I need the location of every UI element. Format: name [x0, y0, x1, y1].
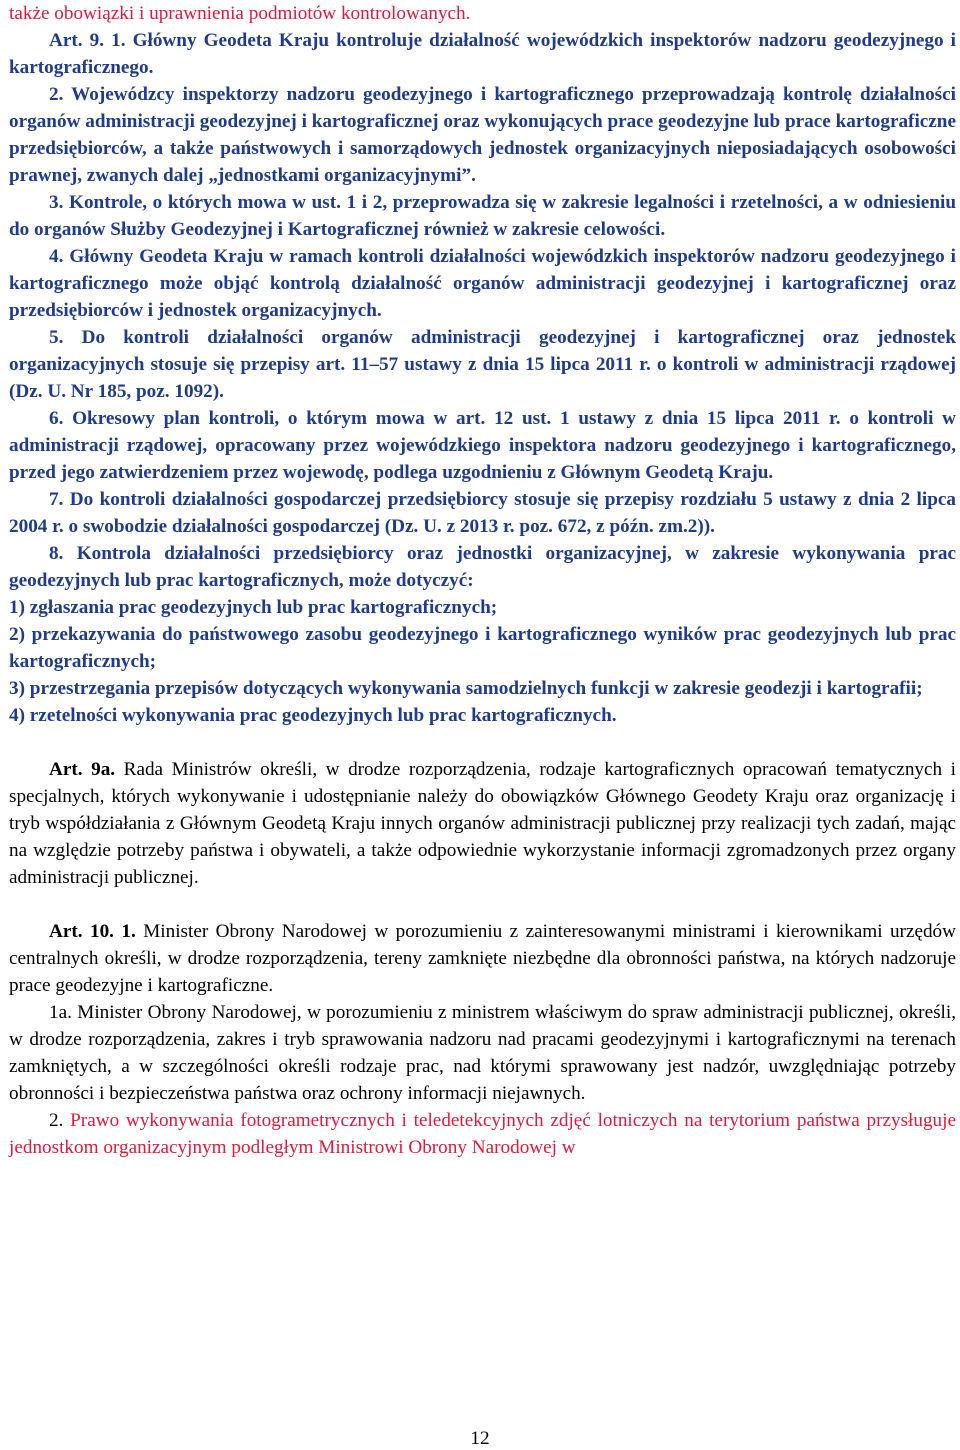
art10-label: Art. 10. 1. — [49, 921, 136, 942]
art10-text: Minister Obrony Narodowej w porozumieniu z zainteresowanymi ministrami i kierownikami urzędów centralnych określi, w drodze rozporządzenia, tereny zamknięte niezbędne dla obronności państwa, na których nadzoruje prace geodezyjne i kartograficzne. — [9, 921, 957, 996]
art9-ust6: 6. Okresowy plan kontroli, o którym mowa w art. 12 ust. 1 ustawy z dnia 15 lipca 2011 r. o kontroli w administracji rządowej, opracowany przez wojewódzkiego inspektora nadzoru geodezyjnego i kartograficznego, przed jego zatwierdzeniem przez wojewodę, podlega uzgodnieniu z Głównym Geodetą Kraju. — [9, 408, 956, 483]
art10-ust1a-paragraph — [9, 999, 956, 1107]
art10-ust2-paragraph — [9, 1107, 956, 1161]
art9-ust2: 2. Wojewódzcy inspektorzy nadzoru geodezyjnego i kartograficznego przeprowadzają kontrolę działalności organów administracji geodezyjnej i kartograficznej oraz wykonujących prace geodezyjne lub prace kartograficzne przedsiębiorców, a także państwowych i samorządowych jednostek organizacyjnych nieposiadających osobowości prawnej, zwanych dalej „jednostkami organizacyjnymi”. — [9, 84, 956, 186]
art10-1a-text: Minister Obrony Narodowej, w porozumieniu z ministrem właściwym do spraw administracji publicznej, określi, w drodze rozporządzenia, zakres i tryb sprawowania nadzoru nad pracami geodezyjnymi i kartograficznymi na terenach zamkniętych, a w szczególności określi rodzaje prac, nad którymi sprawowany jest nadzór, uwzględniając potrzeby obronności i bezpieczeństwa państwa oraz ochrony informacji niejawnych. — [9, 1002, 957, 1104]
art10-ust1-paragraph — [9, 918, 956, 999]
art10-2-label: 2. — [49, 1110, 64, 1131]
art9-ust1: Art. 9. 1. Główny Geodeta Kraju kontroluje działalność wojewódzkich inspektorów nadzoru geodezyjnego i kartograficznego. — [9, 30, 956, 78]
paragraph-continuation: także obowiązki i uprawnienia podmiotów kontrolowanych. — [9, 3, 471, 24]
art9-ust7: 7. Do kontroli działalności gospodarczej przedsiębiorcy stosuje się przepisy rozdziału 5 ustawy z dnia 2 lipca 2004 r. o swobodzie działalności gospodarczej (Dz. U. z 2013 r. poz. 672, z późn. zm.2)). — [9, 489, 956, 537]
art9a-label: Art. 9a. — [49, 759, 116, 780]
art9a-text: Rada Ministrów określi, w drodze rozporządzenia, rodzaje kartograficznych opracowań tematycznych i specjalnych, których wykonywanie i udostępnianie należy do obowiązków Głównego Geodety Kraju oraz organizację i tryb współdziałania z Głównym Geodetą Kraju innych organów administracji publicznej przy realizacji tych zadań, mając na względzie potrzeby państwa i obywateli, a także odpowiednie wykorzystanie informacji zgromadzonych przez organy administracji publicznej. — [9, 759, 956, 888]
art10-2-text: Prawo wykonywania fotogrametrycznych i teledetekcyjnych zdjęć lotniczych na terytorium państwa przysługuje jednostkom organizacyjnym podległym Ministrowi Obrony Narodowej w — [9, 1110, 956, 1158]
document-body — [9, 0, 956, 1161]
art9-ust8: 8. Kontrola działalności przedsiębiorcy oraz jednostki organizacyjnej, w zakresie wykonywania prac geodezyjnych lub prac kartograficznych, może dotyczyć: — [9, 543, 956, 591]
page-number: 12 — [470, 1428, 490, 1449]
art9-ust3: 3. Kontrole, o których mowa w ust. 1 i 2, przeprowadza się w zakresie legalności i rzetelności, a w odniesieniu do organów Służby Geodezyjnej i Kartograficznej również w zakresie celowości. — [9, 192, 956, 240]
art10-1a-label: 1a. — [49, 1002, 72, 1023]
art9-ust4: 4. Główny Geodeta Kraju w ramach kontroli działalności wojewódzkich inspektorów nadzoru geodezyjnego i kartograficznego może objąć kontrolą działalność organów administracji geodezyjnej i kartograficznej oraz przedsiębiorców i jednostek organizacyjnych. — [9, 246, 956, 321]
art9-ust8-point4: 4) rzetelności wykonywania prac geodezyjnych lub prac kartograficznych. — [9, 705, 617, 726]
art9a-paragraph — [9, 756, 956, 891]
art9-ust8-point3: 3) przestrzegania przepisów dotyczących wykonywania samodzielnych funkcji w zakresie geodezji i kartografii; — [9, 678, 923, 699]
art9-ust8-point2: 2) przekazywania do państwowego zasobu geodezyjnego i kartograficznego wyników prac geodezyjnych lub prac kartograficznych; — [9, 624, 956, 672]
art9-ust8-point1: 1) zgłaszania prac geodezyjnych lub prac kartograficznych; — [9, 597, 498, 618]
art9-ust5: 5. Do kontroli działalności organów administracji geodezyjnej i kartograficznej oraz jednostek organizacyjnych stosuje się przepisy art. 11–57 ustawy z dnia 15 lipca 2011 r. o kontroli w administracji rządowej (Dz. U. Nr 185, poz. 1092). — [9, 327, 956, 402]
